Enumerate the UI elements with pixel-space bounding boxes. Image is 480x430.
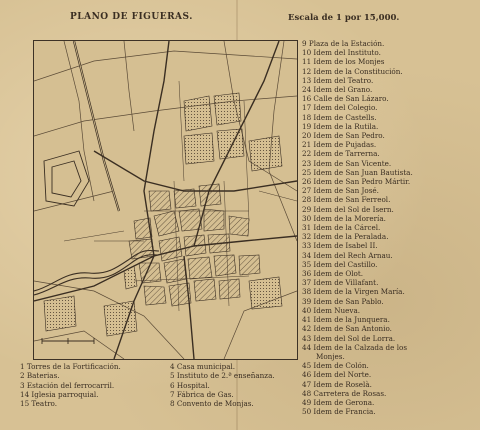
index-entry: 46 Idem del Norte. bbox=[302, 370, 372, 380]
index-entry: 47 Idem de Roselà. bbox=[302, 379, 372, 389]
index-entry: 23 Idem de San Vicente. bbox=[302, 158, 392, 168]
index-entry: Monjes. bbox=[316, 351, 345, 361]
street-plan-drawing bbox=[34, 41, 297, 359]
legend-entry: 8 Convento de Monjas. bbox=[170, 399, 254, 409]
index-entry: 36 Idem de Olot. bbox=[302, 269, 364, 279]
legend-entry: 7 Fábrica de Gas. bbox=[170, 389, 234, 399]
legend-entry: 14 Iglesia parroquial. bbox=[20, 389, 99, 399]
index-entry: 45 Idem de Colón. bbox=[302, 361, 369, 371]
legend-entry: 6 Hospital. bbox=[170, 380, 210, 390]
index-entry: 16 Calle de San Lázaro. bbox=[302, 94, 389, 104]
index-entry: 43 Idem del Sol de Lorra. bbox=[302, 333, 396, 343]
index-entry: 28 Idem de San Ferreol. bbox=[302, 195, 391, 205]
index-entry: 41 Idem de la Junquera. bbox=[302, 315, 390, 325]
index-entry: 18 Idem de Castells. bbox=[302, 112, 377, 122]
index-entry: 30 Idem de la Morería. bbox=[302, 213, 386, 223]
legend-entry: 1 Torres de la Fortificación. bbox=[20, 362, 121, 371]
index-entry: 29 Idem del Sol de Isern. bbox=[302, 204, 394, 214]
index-entry: 44 Idem de la Calzada de los bbox=[302, 342, 408, 352]
index-entry: 26 Idem de San Pedro Mártir. bbox=[302, 177, 411, 187]
index-entry: 11 Idem de los Monjes bbox=[302, 57, 385, 67]
index-entry: 32 Idem de la Peralada. bbox=[302, 232, 389, 242]
fortress bbox=[44, 151, 89, 206]
index-entry: 10 Idem del Instituto. bbox=[302, 48, 381, 58]
legend-entry: 3 Estación del ferrocarril. bbox=[20, 380, 115, 390]
index-entry: 34 Idem del Rech Arnau. bbox=[302, 250, 393, 260]
legend-entry: 5 Instituto de 2.ª enseñanza. bbox=[170, 371, 275, 381]
legend-entry: 4 Casa municipal. bbox=[170, 362, 236, 371]
index-entry: 49 Idem de Gerona. bbox=[302, 397, 375, 407]
index-entry: 12 Idem de la Constitución. bbox=[302, 66, 403, 76]
index-entry: 17 Idem del Colegio. bbox=[302, 103, 378, 113]
index-entry: 38 Idem de la Virgen María. bbox=[302, 287, 405, 297]
street-index bbox=[302, 39, 472, 416]
city-plan bbox=[33, 40, 298, 360]
index-entry: 27 Idem de San José. bbox=[302, 186, 379, 196]
map-scale: Escala de 1 por 15,000. bbox=[288, 13, 400, 23]
scale-bar bbox=[42, 338, 94, 344]
index-entry: 25 Idem de San Juan Bautista. bbox=[302, 167, 413, 177]
index-entry: 24 Idem del Grano. bbox=[302, 85, 373, 95]
railway bbox=[74, 41, 119, 211]
legend-column-1 bbox=[20, 362, 121, 408]
index-entry: 42 Idem de San Antonio. bbox=[302, 324, 392, 334]
index-entry: 33 Idem de Isabel II. bbox=[302, 241, 378, 251]
index-entry: 21 Idem de Pujadas. bbox=[302, 140, 377, 150]
index-entry: 35 Idem del Castillo. bbox=[302, 259, 378, 269]
index-entry: 20 Idem de San Pedro. bbox=[302, 131, 385, 141]
index-entry: 19 Idem de la Rutila. bbox=[302, 121, 379, 131]
index-entry: 37 Idem de Villafant. bbox=[302, 278, 379, 288]
legend-entry: 15 Teatro. bbox=[20, 399, 58, 409]
map-title: PLANO DE FIGUERAS. bbox=[70, 12, 193, 22]
index-entry: 48 Carretera de Rosas. bbox=[302, 388, 387, 398]
legend-column-2 bbox=[170, 362, 275, 408]
index-entry: 13 Idem del Teatro. bbox=[302, 75, 374, 85]
legend-entry: 2 Baterias. bbox=[20, 371, 60, 381]
index-entry: 39 Idem de San Pablo. bbox=[302, 296, 384, 306]
index-entry: 9 Plaza de la Estación. bbox=[302, 39, 385, 48]
index-entry: 50 Idem de Francia. bbox=[302, 407, 376, 417]
index-entry: 22 Idem de Tarrerna. bbox=[302, 149, 380, 159]
index-entry: 40 Idem Nueva. bbox=[302, 305, 361, 315]
town-blocks bbox=[129, 184, 260, 306]
index-entry: 31 Idem de la Cárcel. bbox=[302, 223, 381, 233]
